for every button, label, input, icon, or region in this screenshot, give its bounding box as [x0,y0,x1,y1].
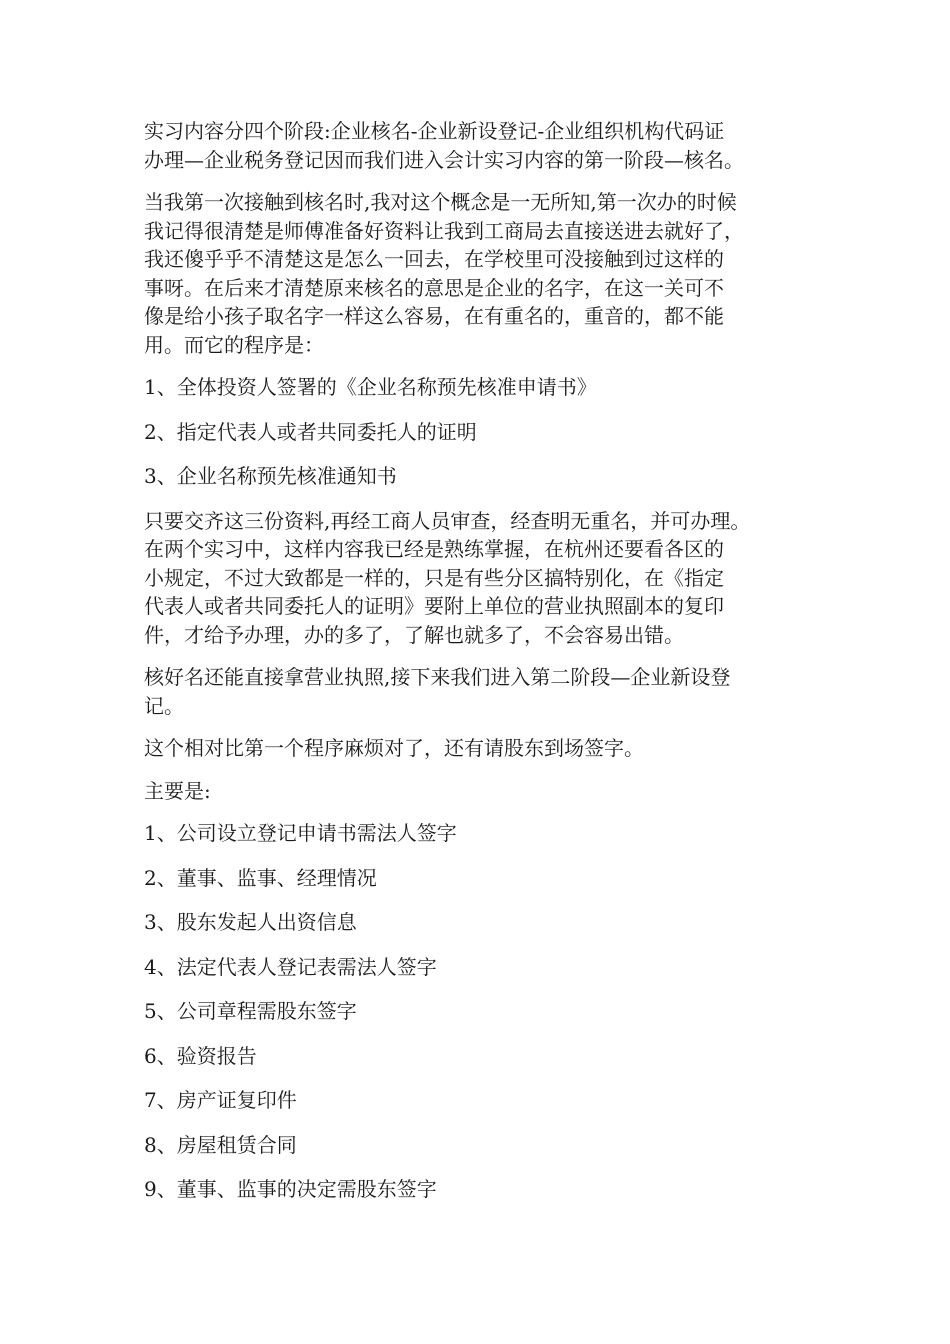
paragraph-first-naming [144,188,824,359]
text-line: 我还傻乎乎不清楚这是怎么一回去，在学校里可没接触到过这样的 [144,247,724,271]
text-line: 我记得很清楚是师傅准备好资料让我到工商局去直接送进去就好了， [144,218,744,243]
text-line: 在两个实习中，这样内容我已经是熟练掌握，在杭州还要看各区的 [144,537,724,561]
list-item: 4、法定代表人登记表需法人签字 [144,954,437,979]
list-item: 8、房屋租赁合同 [144,1132,297,1157]
text-line: 代表人或者共同委托人的证明》要附上单位的营业执照副本的复印 [144,594,724,618]
paragraph-main-items: 主要是: [144,778,211,803]
list-item: 2、董事、监事、经理情况 [144,865,377,890]
list-item: 1、全体投资人签署的《企业名称预先核准申请书》 [144,375,597,399]
text-line: 当我第一次接触到核名时,我对这个概念是一无所知,第一次办的时候 [144,190,737,214]
paragraph-second-stage [144,663,824,720]
paragraph-comparison: 这个相对比第一个程序麻烦对了，还有请股东到场签字。 [144,736,644,760]
text-line: 事呀。在后来才清楚原来核名的意思是企业的名字，在这一关可不 [144,275,724,300]
text-line: 件，才给予办理，办的多了，了解也就多了，不会容易出错。 [144,622,684,647]
list-item: 5、公司章程需股东签字 [144,999,357,1023]
text-line: 小规定，不过大致都是一样的，只是有些分区搞特别化，在《指定 [144,565,724,590]
list-item: 3、股东发起人出资信息 [144,910,357,934]
text-line: 用。而它的程序是： [144,332,324,357]
list-item: 6、验资报告 [144,1043,257,1068]
paragraph-documents-review [144,507,824,650]
paragraph-stages [144,117,824,174]
list-item: 7、房产证复印件 [144,1088,297,1112]
list-item: 1、公司设立登记申请书需法人签字 [144,821,457,845]
text-line: 实习内容分四个阶段:企业核名-企业新设登记-企业组织机构代码证 [144,119,725,143]
list-item: 3、企业名称预先核准通知书 [144,464,397,488]
list-item: 9、董事、监事的决定需股东签字 [144,1177,437,1201]
text-line: 只要交齐这三份资料,再经工商人员审查，经查明无重名，并可办理。 [144,508,751,533]
list-item: 2、指定代表人或者共同委托人的证明 [144,419,477,444]
document-page [144,117,824,1220]
text-line: 核好名还能直接拿营业执照,接下来我们进入第二阶段—企业新设登 [144,665,731,689]
text-line: 办理—企业税务登记因而我们进入会计实习内容的第一阶段—核名。 [144,147,744,172]
text-line: 记。 [144,693,184,718]
text-line: 像是给小孩子取名字一样这么容易，在有重名的，重音的，都不能 [144,304,724,328]
